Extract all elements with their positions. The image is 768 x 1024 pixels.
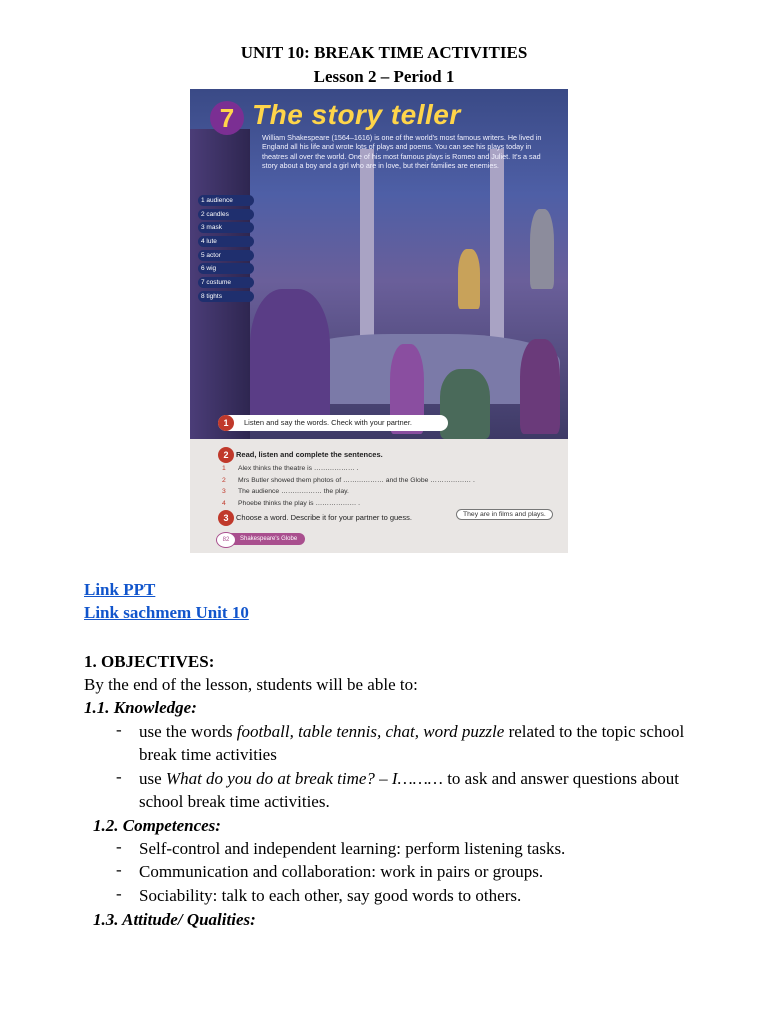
attitude-heading: 1.3. Attitude/ Qualities: [93, 910, 256, 929]
vocab-item: 2 candles [198, 209, 254, 220]
exercise-2-list [222, 463, 475, 509]
knowledge-item-1: use the words football, table tennis, chat, word puzzle related to the topic school break time activities [139, 722, 685, 764]
exercise-2-item: 4 Phoebe thinks the play is ……………… . [222, 499, 361, 507]
bullet-dash: - [116, 860, 122, 879]
vocab-item: 1 audience [198, 195, 254, 206]
shakespeare-figure [250, 289, 330, 429]
exercise-2-instruction: Read, listen and complete the sentences. [236, 450, 383, 459]
exercise-3-number: 3 [218, 510, 234, 526]
child-figure [520, 339, 560, 434]
actor-figure [458, 249, 480, 309]
page-title: UNIT 10: BREAK TIME ACTIVITIES [240, 43, 528, 62]
competence-item: Sociability: talk to each other, say good words to others. [139, 886, 522, 905]
objectives-heading: 1. OBJECTIVES: [84, 652, 215, 671]
knowledge-heading: 1.1. Knowledge: [84, 698, 197, 717]
page-subtitle: Lesson 2 – Period 1 [313, 67, 455, 86]
exercise-2-item: 1 Alex thinks the theatre is ……………… . [222, 465, 359, 472]
competence-item: Communication and collaboration: work in pairs or groups. [139, 862, 544, 881]
pillar-illustration [360, 149, 374, 349]
vocab-item: 3 mask [198, 222, 254, 233]
exercise-1-instruction: Listen and say the words. Check with your partner. [218, 415, 448, 431]
exercise-3-instruction: Choose a word. Describe it for your partner to guess. [236, 513, 412, 522]
exercise-2-item: 3 The audience ……………… the play. [222, 488, 349, 495]
exercise-1-number: 1 [218, 415, 234, 431]
vocab-list [198, 195, 254, 305]
knowledge-item-2: use What do you do at break time? – I……… to ask and answer questions about school break time activities. [139, 769, 680, 811]
speech-bubble: They are in films and plays. [456, 509, 553, 520]
story-intro: William Shakespeare (1564–1616) is one of the world's most famous writers. He lived in England all his life and wrote lots of plays and poems. You can see his plays today in theatres all over the world. One of his most famous plays is Romeo and Juliet. It's a sad story about a boy and a girl who are in love, but their families are enemies. [262, 133, 542, 171]
pillar-illustration [490, 149, 504, 349]
story-title: The story teller [252, 99, 461, 130]
child-figure [440, 369, 490, 439]
page-number: 82 [216, 532, 236, 548]
objectives-intro: By the end of the lesson, students will be able to: [84, 675, 418, 694]
textbook-page-image [190, 89, 568, 553]
ppt-link[interactable]: Link PPT [84, 580, 156, 599]
exercise-2-item: 2 Mrs Butler showed them photos of ……………… and the Globe ……………… . [222, 476, 475, 484]
competence-item: Self-control and independent learning: perform listening tasks. [139, 839, 566, 858]
bullet-dash: - [116, 767, 122, 786]
exercise-2-number: 2 [218, 447, 234, 463]
actor-figure [530, 209, 554, 289]
page-footer-tag: Shakespeare's Globe [218, 533, 305, 545]
vocab-item: 6 wig [198, 263, 254, 274]
competences-heading: 1.2. Competences: [93, 816, 221, 835]
vocab-item: 7 costume [198, 277, 254, 288]
bullet-dash: - [116, 837, 122, 856]
vocab-item: 8 tights [198, 291, 254, 302]
vocab-item: 5 actor [198, 250, 254, 261]
lesson-number-badge: 7 [210, 101, 244, 135]
bullet-dash: - [116, 720, 122, 739]
sachmem-link[interactable]: Link sachmem Unit 10 [84, 603, 249, 622]
vocab-item: 4 lute [198, 236, 254, 247]
bullet-dash: - [116, 884, 122, 903]
